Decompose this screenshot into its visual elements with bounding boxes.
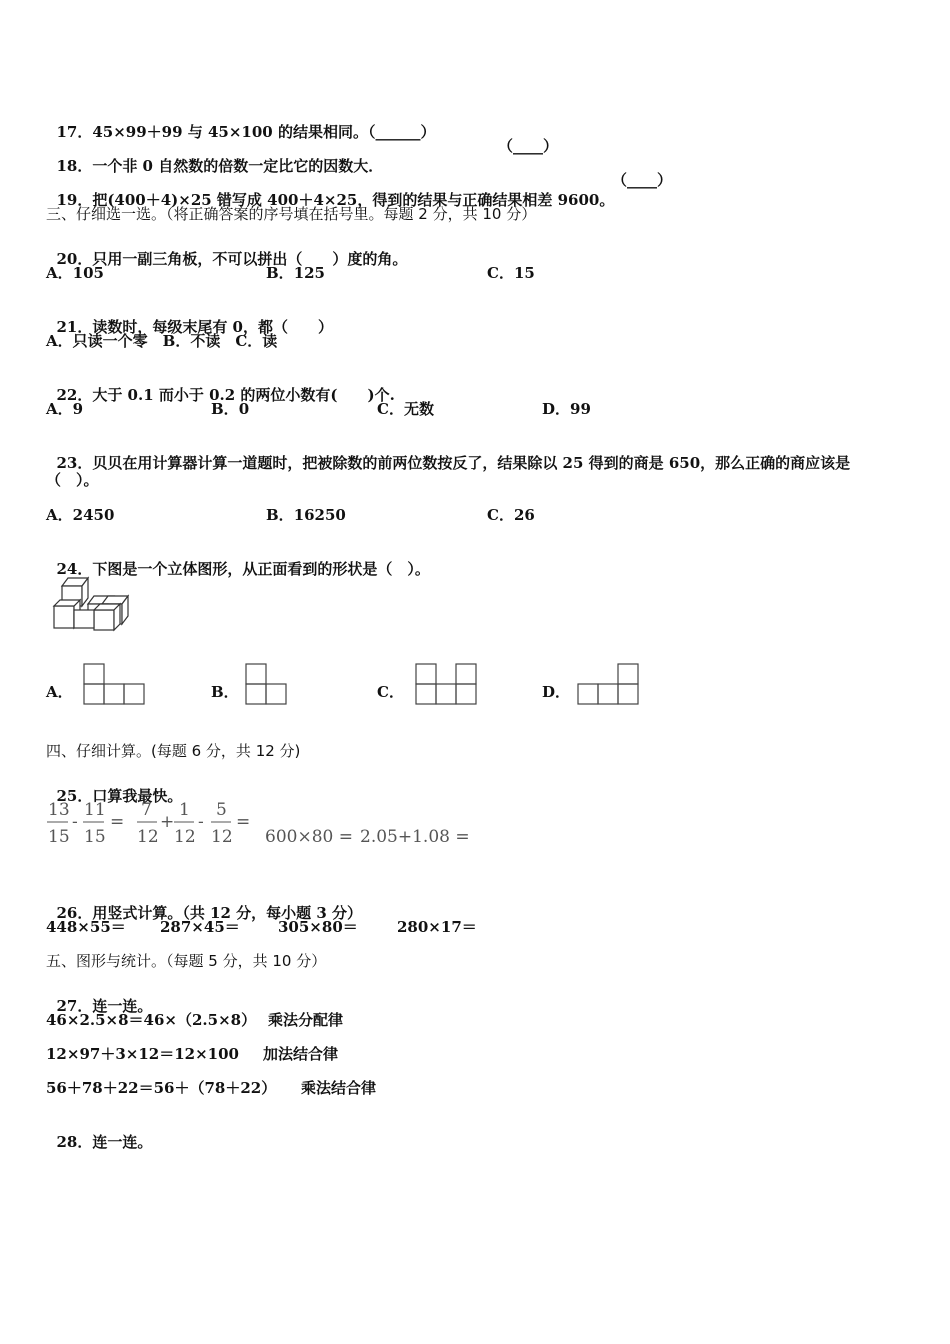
section-heading-4: 四、仔细计算。(每题 6 分，共 12 分) — [46, 742, 301, 760]
answer-blank[interactable]: （____） — [612, 171, 673, 189]
match-right[interactable]: 加法结合律 — [263, 1045, 339, 1063]
option-c[interactable]: C． — [377, 683, 404, 701]
option-d[interactable]: D．99 — [542, 400, 591, 418]
calc-item: 287×45＝ — [160, 918, 240, 936]
option-c[interactable]: C．无数 — [377, 400, 434, 418]
match-right[interactable]: 乘法结合律 — [301, 1079, 377, 1097]
question-number: 22． — [56, 386, 93, 404]
option-d[interactable]: D． — [542, 683, 571, 701]
option-c[interactable]: C．15 — [487, 264, 535, 282]
question-number: 24． — [56, 560, 93, 578]
question-text: 连一连。 — [92, 1133, 153, 1151]
calc-item: 305×80＝ — [278, 918, 358, 936]
fraction-numerator: 5 — [216, 800, 227, 820]
fraction-denominator: 12 — [137, 827, 159, 847]
calc-item: 448×55＝ — [46, 918, 126, 936]
question-text: 只用一副三角板，不可以拼出（ ）度的角。 — [92, 250, 408, 268]
expression: 2.05+1.08 = — [360, 827, 470, 847]
question-number: 26． — [56, 904, 93, 922]
question-text: 把(400＋4)×25 错写成 400＋4×25，得到的结果与正确结果相差 9600。 — [92, 191, 615, 209]
question-text: 连一连。 — [92, 997, 153, 1015]
question-text: 大于 0.1 而小于 0.2 的两位小数有( )个. — [92, 386, 395, 404]
option-b[interactable]: B．0 — [211, 400, 250, 418]
fraction-numerator: 1 — [179, 800, 190, 820]
option-c[interactable]: C．26 — [487, 506, 535, 524]
question-23 — [46, 433, 850, 473]
question-number: 23． — [56, 454, 93, 472]
option-b[interactable]: B．125 — [266, 264, 325, 282]
question-number: 25． — [56, 787, 93, 805]
question-text: 贝贝在用计算器计算一道题时，把被除数的前两位数按反了，结果除以 25 得到的商是 650，那么正确的商应该是 — [92, 454, 851, 472]
operator: - — [72, 812, 78, 832]
match-right[interactable]: 乘法分配律 — [268, 1011, 344, 1029]
question-number: 27． — [56, 997, 93, 1015]
section-heading-5: 五、图形与统计。（每题 5 分，共 10 分） — [46, 952, 327, 970]
option-a[interactable]: A．105 — [46, 264, 104, 282]
question-text: 一个非 0 自然数的倍数一定比它的因数大． — [92, 157, 384, 175]
operator: - — [198, 812, 204, 832]
fraction-numerator: 7 — [141, 800, 152, 820]
operator: + — [160, 812, 175, 832]
fraction-denominator: 12 — [211, 827, 233, 847]
equals: = — [236, 812, 251, 832]
question-text: 45×99＋99 与 45×100 的结果相同。（______） — [92, 123, 436, 141]
option-b-shape — [245, 663, 287, 705]
question-text: 下图是一个立体图形，从正面看到的形状是（ ）。 — [92, 560, 430, 578]
question-number: 18． — [56, 157, 93, 175]
options-line[interactable]: A．只读一个零 B．不读 C．读 — [46, 332, 278, 350]
match-left[interactable]: 56＋78＋22＝56＋（78＋22） — [46, 1079, 277, 1097]
option-b[interactable]: B． — [211, 683, 239, 701]
question-28 — [46, 1112, 152, 1152]
question-text: 用竖式计算。（共 12 分，每小题 3 分） — [92, 904, 363, 922]
question-24 — [46, 539, 430, 579]
calc-item: 280×17＝ — [397, 918, 477, 936]
answer-blank[interactable]: （____） — [498, 137, 559, 155]
option-a-shape — [83, 663, 145, 705]
option-a[interactable]: A．2450 — [46, 506, 115, 524]
fraction-denominator: 12 — [174, 827, 196, 847]
question-number: 19． — [56, 191, 93, 209]
option-d-shape — [577, 663, 639, 705]
option-b[interactable]: B．16250 — [266, 506, 346, 524]
equals: = — [110, 812, 125, 832]
option-a[interactable]: A． — [46, 683, 73, 701]
match-left[interactable]: 46×2.5×8＝46×（2.5×8） — [46, 1011, 257, 1029]
question-number: 20． — [56, 250, 93, 268]
question-text: 读数时，每级末尾有 0，都（ ） — [92, 318, 333, 336]
question-text: 口算我最快。 — [92, 787, 183, 805]
question-number: 17． — [56, 123, 93, 141]
match-left[interactable]: 12×97＋3×12＝12×100 — [46, 1045, 239, 1063]
option-c-shape — [415, 663, 477, 705]
fraction-numerator: 11 — [84, 800, 106, 820]
fraction-denominator: 15 — [84, 827, 106, 847]
cube-figure — [50, 574, 132, 636]
question-number: 28． — [56, 1133, 93, 1151]
fraction-denominator: 15 — [48, 827, 70, 847]
expression: 600×80 = — [265, 827, 353, 847]
section-heading-3: 三、仔细选一选。（将正确答案的序号填在括号里。每题 2 分，共 10 分） — [46, 205, 537, 223]
option-a[interactable]: A．9 — [46, 400, 84, 418]
fraction-numerator: 13 — [48, 800, 70, 820]
question-number: 21． — [56, 318, 93, 336]
question-23-continued: （ ）。 — [46, 471, 99, 489]
mental-math-expressions — [0, 795, 520, 855]
